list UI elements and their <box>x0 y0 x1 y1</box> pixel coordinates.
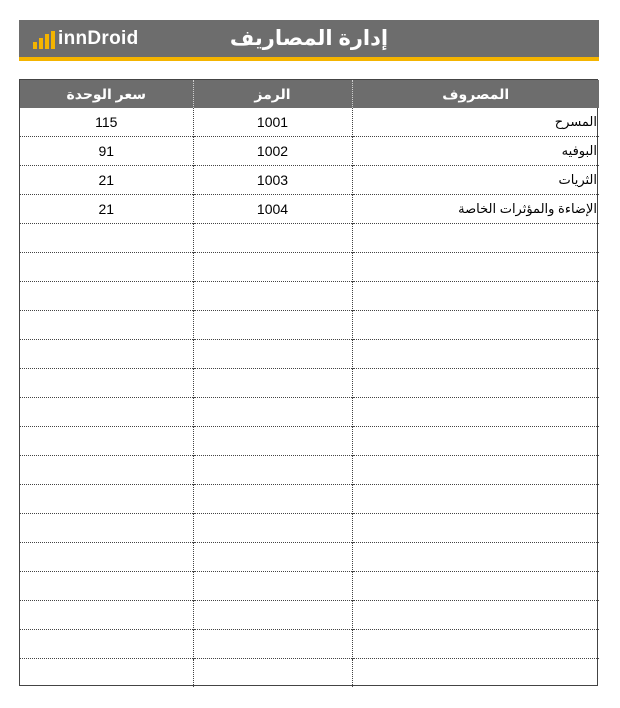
table-row <box>20 166 599 195</box>
cell-unit-price[interactable] <box>20 253 193 282</box>
cell-unit-price[interactable] <box>20 311 193 340</box>
cell-unit-price[interactable]: 91 <box>20 137 193 166</box>
cell-unit-price[interactable]: 115 <box>95 114 118 130</box>
cell-expense[interactable] <box>352 514 599 543</box>
cell-expense[interactable] <box>352 253 599 282</box>
table-row <box>20 543 599 572</box>
table-row <box>20 427 599 456</box>
table-header-row <box>20 80 599 108</box>
cell-unit-price[interactable] <box>20 601 193 630</box>
table-row <box>20 340 599 369</box>
cell-expense[interactable] <box>352 659 599 688</box>
cell-unit-price[interactable] <box>20 398 193 427</box>
cell-unit-price[interactable]: 21 <box>20 166 193 195</box>
cell-code[interactable] <box>193 485 352 514</box>
cell-expense[interactable]: البوفيه <box>352 137 599 166</box>
cell-unit-price[interactable] <box>20 572 193 601</box>
cell-code[interactable] <box>193 572 352 601</box>
cell-code[interactable]: 1002 <box>193 137 352 166</box>
expenses-table <box>20 80 599 687</box>
table-row <box>20 282 599 311</box>
cell-expense[interactable] <box>352 601 599 630</box>
cell-unit-price[interactable] <box>20 282 193 311</box>
table-row <box>20 253 599 282</box>
cell-unit-price[interactable] <box>20 659 193 688</box>
cell-expense[interactable]: المسرح <box>352 108 599 137</box>
cell-unit-price[interactable] <box>20 456 193 485</box>
cell-code[interactable] <box>193 427 352 456</box>
cell-code[interactable]: 1004 <box>193 195 352 224</box>
table-row <box>20 572 599 601</box>
cell-code[interactable]: 1003 <box>193 166 352 195</box>
cell-code[interactable] <box>193 456 352 485</box>
cell-unit-price[interactable] <box>20 427 193 456</box>
table-row <box>20 369 599 398</box>
expenses-table-container <box>19 79 598 686</box>
table-row <box>20 630 599 659</box>
column-header-code: الرمز <box>193 80 352 108</box>
cell-expense[interactable] <box>352 485 599 514</box>
cell-code[interactable] <box>193 543 352 572</box>
cell-expense[interactable] <box>352 543 599 572</box>
column-header-unit-price: سعر الوحدة <box>20 80 193 108</box>
cell-expense[interactable] <box>352 224 599 253</box>
page-header <box>19 20 599 61</box>
cell-expense[interactable] <box>352 311 599 340</box>
table-row <box>20 456 599 485</box>
table-row <box>20 514 599 543</box>
cell-expense[interactable] <box>352 630 599 659</box>
cell-code[interactable] <box>193 398 352 427</box>
table-row <box>20 485 599 514</box>
cell-code[interactable] <box>193 369 352 398</box>
cell-code[interactable] <box>193 224 352 253</box>
cell-unit-price[interactable] <box>20 543 193 572</box>
cell-code[interactable] <box>193 340 352 369</box>
page-title: إدارة المصاريف <box>229 27 389 50</box>
cell-expense[interactable] <box>352 427 599 456</box>
table-body <box>20 108 599 687</box>
table-row <box>20 224 599 253</box>
cell-expense[interactable] <box>352 282 599 311</box>
cell-unit-price[interactable]: 21 <box>20 195 193 224</box>
cell-code[interactable] <box>193 659 352 688</box>
cell-expense[interactable]: الثريات <box>352 166 599 195</box>
table-row <box>20 398 599 427</box>
cell-code[interactable] <box>193 630 352 659</box>
cell-unit-price[interactable] <box>20 224 193 253</box>
table-row <box>20 195 599 224</box>
cell-code[interactable]: 1001 <box>193 108 352 137</box>
cell-expense[interactable] <box>352 456 599 485</box>
cell-unit-price[interactable] <box>20 514 193 543</box>
cell-code[interactable] <box>193 253 352 282</box>
cell-expense[interactable] <box>352 369 599 398</box>
cell-expense[interactable] <box>352 572 599 601</box>
cell-unit-price[interactable] <box>20 485 193 514</box>
cell-unit-price[interactable] <box>20 340 193 369</box>
table-row <box>20 659 599 688</box>
table-row <box>20 601 599 630</box>
column-header-expense: المصروف <box>352 80 599 108</box>
cell-expense[interactable] <box>352 340 599 369</box>
table-row <box>20 137 599 166</box>
table-row <box>20 108 599 137</box>
cell-code[interactable] <box>193 311 352 340</box>
logo-text: innDroid <box>58 28 139 49</box>
cell-unit-price[interactable] <box>20 630 193 659</box>
table-row <box>20 311 599 340</box>
cell-code[interactable] <box>193 601 352 630</box>
cell-code[interactable] <box>193 514 352 543</box>
cell-code[interactable] <box>193 282 352 311</box>
cell-expense[interactable] <box>352 398 599 427</box>
cell-unit-price[interactable] <box>20 369 193 398</box>
cell-expense[interactable]: الإضاءة والمؤثرات الخاصة <box>352 195 599 224</box>
